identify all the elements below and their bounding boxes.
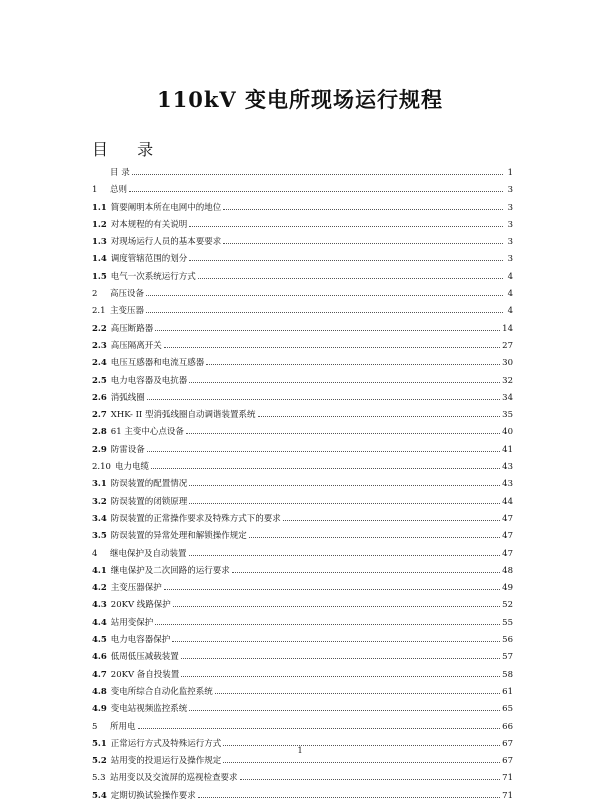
toc-entry-page: 4 xyxy=(507,289,513,300)
toc-entry-title: 主变压器 xyxy=(110,306,145,317)
toc-entry-number: 1.1 xyxy=(92,202,107,213)
toc-entry[interactable] xyxy=(92,580,513,597)
toc-entry-title: 防误装置的配置情况 xyxy=(110,479,188,490)
toc-entry[interactable] xyxy=(92,303,513,320)
toc-entry-page: 71 xyxy=(502,773,513,784)
toc-entry[interactable] xyxy=(92,667,513,684)
dot-leader xyxy=(206,355,500,365)
toc-entry-title: 低周低压减载装置 xyxy=(110,652,179,663)
toc-entry-number: 5 xyxy=(92,721,98,732)
toc-entry-page: 65 xyxy=(502,704,513,715)
toc-entry-number: 1.4 xyxy=(92,254,107,265)
toc-entry-number: 4.1 xyxy=(92,565,107,576)
toc-entry-page: 66 xyxy=(502,721,513,732)
toc-entry-title: 高压隔离开关 xyxy=(110,340,162,351)
toc-entry[interactable] xyxy=(92,373,513,390)
toc-entry-page: 40 xyxy=(502,427,513,438)
dot-leader xyxy=(155,615,500,625)
dot-leader xyxy=(189,494,500,504)
dot-leader xyxy=(223,200,503,210)
toc-entry[interactable] xyxy=(92,494,513,511)
toc-entry-title: 站用变的投退运行及操作规定 xyxy=(110,756,222,767)
toc-entry-title: 防误装置的正常操作要求及特殊方式下的要求 xyxy=(110,513,281,524)
toc-entry-page: 43 xyxy=(502,479,513,490)
toc-entry-title: 正常运行方式及特殊运行方式 xyxy=(110,738,222,749)
toc-entry-page: 43 xyxy=(502,462,513,473)
toc-entry-number: 2.4 xyxy=(92,358,107,369)
toc-entry-title: 20KV 线路保护 xyxy=(110,600,171,611)
toc-entry-number: 4.2 xyxy=(92,583,107,594)
toc-entry-title: 高压断路器 xyxy=(110,323,154,334)
toc-entry-number: 2.6 xyxy=(92,392,107,403)
toc-entry-page: 47 xyxy=(502,531,513,542)
toc-entry-number: 5.3 xyxy=(92,773,106,784)
toc-entry[interactable] xyxy=(92,546,513,563)
toc-entry-title: 电力电缆 xyxy=(114,462,149,473)
dot-leader xyxy=(189,251,503,261)
toc-entry-number: 4 xyxy=(92,548,98,559)
dot-leader xyxy=(146,286,503,296)
toc-entry-page: 47 xyxy=(502,548,513,559)
toc-entry-page: 35 xyxy=(502,410,513,421)
toc-entry-title: 防雷设备 xyxy=(110,444,145,455)
toc-entry-number: 2.8 xyxy=(92,427,107,438)
toc-entry-title: XHK- II 型消弧线圈自动调谐装置系统 xyxy=(110,410,256,421)
dot-leader xyxy=(147,390,500,400)
dot-leader xyxy=(181,667,500,677)
toc-entry-title: 电力电容器保护 xyxy=(110,635,171,646)
toc-entry-page: 3 xyxy=(507,185,513,196)
dot-leader xyxy=(138,719,501,729)
toc-entry[interactable] xyxy=(92,355,513,372)
dot-leader xyxy=(249,528,500,538)
toc-entry[interactable] xyxy=(92,649,513,666)
toc-entry-title: 消弧线圈 xyxy=(110,392,145,403)
dot-leader xyxy=(198,269,503,279)
dot-leader xyxy=(186,424,500,434)
toc-entry-number: 2.2 xyxy=(92,323,107,334)
toc-entry-number: 4.4 xyxy=(92,617,107,628)
toc-entry[interactable] xyxy=(92,200,513,217)
toc-entry-page: 47 xyxy=(502,513,513,524)
toc-entry-number: 4.8 xyxy=(92,686,107,697)
toc-entry-title: 防误装置的闭锁原理 xyxy=(110,496,188,507)
toc-entry-number: 3.1 xyxy=(92,479,107,490)
toc-entry-title: 对现场运行人员的基本要要求 xyxy=(110,237,222,248)
toc-entry-number: 5.2 xyxy=(92,756,107,767)
toc-entry[interactable] xyxy=(92,321,513,338)
toc-entry-number: 3.5 xyxy=(92,531,107,542)
toc-entry-page: 30 xyxy=(502,358,513,369)
toc-entry[interactable] xyxy=(92,286,513,303)
toc-entry[interactable] xyxy=(92,390,513,407)
toc-entry[interactable] xyxy=(92,511,513,528)
toc-entry-page: 3 xyxy=(507,202,513,213)
toc-entry-page: 71 xyxy=(502,790,513,801)
dot-leader xyxy=(173,597,500,607)
dot-leader xyxy=(147,442,500,452)
toc-entry[interactable] xyxy=(92,632,513,649)
toc-entry-number: 2.7 xyxy=(92,410,107,421)
toc-entry-title: 电气一次系统运行方式 xyxy=(110,271,196,282)
toc-entry-title: 防误装置的异常处理和解锁操作规定 xyxy=(110,531,247,542)
dot-leader xyxy=(132,165,503,175)
toc-entry[interactable] xyxy=(92,788,513,805)
toc-entry-title: 变电所综合自动化监控系统 xyxy=(110,686,213,697)
toc-entry-page: 56 xyxy=(502,635,513,646)
toc-entry-title: 目 录 xyxy=(110,168,130,178)
toc-entry-page: 27 xyxy=(502,340,513,351)
dot-leader xyxy=(232,563,500,573)
toc-entry-page: 3 xyxy=(507,219,513,230)
toc-entry[interactable] xyxy=(92,442,513,459)
dot-leader xyxy=(198,788,500,798)
toc-entry-title: 对本规程的有关说明 xyxy=(110,219,188,230)
toc-entry-title: 继电保护及二次回路的运行要求 xyxy=(110,565,230,576)
dot-leader xyxy=(172,632,500,642)
toc-entry-title: 总则 xyxy=(110,185,128,196)
toc-entry-number: 5.1 xyxy=(92,738,107,749)
toc-entry[interactable] xyxy=(92,684,513,701)
toc-entry-number: 2.3 xyxy=(92,340,107,351)
dot-leader xyxy=(164,580,500,590)
toc-entry-number: 4.9 xyxy=(92,704,107,715)
toc-entry-page: 61 xyxy=(502,686,513,697)
toc-entry[interactable] xyxy=(92,165,513,182)
toc-entry[interactable] xyxy=(92,338,513,355)
dot-leader xyxy=(181,649,500,659)
toc-entry-page: 34 xyxy=(502,392,513,403)
dot-leader xyxy=(189,701,500,711)
document-title: 110kV 变电所现场运行规程 xyxy=(157,87,443,112)
toc-entry[interactable] xyxy=(92,269,513,286)
toc-entry-number: 4.3 xyxy=(92,600,107,611)
toc-entry-number: 3.2 xyxy=(92,496,107,507)
toc-entry-number: 3.4 xyxy=(92,513,107,524)
toc-entry[interactable] xyxy=(92,701,513,718)
dot-leader xyxy=(258,407,501,417)
toc-entry[interactable] xyxy=(92,459,513,476)
dot-leader xyxy=(223,736,500,746)
toc-entry[interactable] xyxy=(92,217,513,234)
toc-entry-title: 61 主变中心点设备 xyxy=(110,427,184,438)
dot-leader xyxy=(215,684,500,694)
toc-entry[interactable] xyxy=(92,770,513,787)
toc-entry-number: 4.6 xyxy=(92,652,107,663)
toc-entry[interactable] xyxy=(92,407,513,424)
dot-leader xyxy=(189,476,500,486)
toc-entry[interactable] xyxy=(92,719,513,736)
toc-entry-number: 5.4 xyxy=(92,790,107,801)
toc-entry-title: 简要阐明本所在电网中的地位 xyxy=(110,202,222,213)
toc-entry-number: 2 xyxy=(92,289,98,300)
dot-leader xyxy=(189,546,501,556)
toc-entry-page: 4 xyxy=(507,271,513,282)
dot-leader xyxy=(129,182,503,192)
toc-entry-title: 调度管辖范围的划分 xyxy=(110,254,188,265)
toc-entry-page: 57 xyxy=(502,652,513,663)
toc-entry-number: 2.9 xyxy=(92,444,107,455)
dot-leader xyxy=(151,459,500,469)
toc-entry-page: 1 xyxy=(507,168,513,178)
toc-entry[interactable] xyxy=(92,528,513,545)
dot-leader xyxy=(146,303,503,313)
dot-leader xyxy=(189,373,500,383)
toc-entry-number: 1.5 xyxy=(92,271,107,282)
toc-entry-title: 变电站视频监控系统 xyxy=(110,704,188,715)
toc-entry-title: 主变压器保护 xyxy=(110,583,162,594)
toc-entry-number: 4.5 xyxy=(92,635,107,646)
toc-entry[interactable] xyxy=(92,597,513,614)
dot-leader xyxy=(223,234,503,244)
toc-entry[interactable] xyxy=(92,251,513,268)
toc-entry-title: 继电保护及自动装置 xyxy=(110,548,187,559)
dot-leader xyxy=(164,338,500,348)
toc-entry-title: 所用电 xyxy=(110,721,136,732)
dot-leader xyxy=(240,770,501,780)
toc-entry-page: 67 xyxy=(502,756,513,767)
toc-entry[interactable] xyxy=(92,476,513,493)
toc-entry-number: 2.10 xyxy=(92,462,111,473)
toc-entry-title: 20KV 备自投装置 xyxy=(110,669,180,680)
toc-entry-page: 49 xyxy=(502,583,513,594)
toc-entry-page: 3 xyxy=(507,254,513,265)
toc-entry-title: 定期切换试验操作要求 xyxy=(110,790,196,801)
toc-entry-page: 32 xyxy=(502,375,513,386)
toc-entry-page: 55 xyxy=(502,617,513,628)
toc-entry-page: 48 xyxy=(502,565,513,576)
toc-entry[interactable] xyxy=(92,424,513,441)
toc-entry-page: 3 xyxy=(507,237,513,248)
toc-entry-number: 1.3 xyxy=(92,237,107,248)
page-number: 1 xyxy=(297,746,303,755)
toc-entry-number: 2.1 xyxy=(92,306,106,317)
dot-leader xyxy=(283,511,500,521)
toc-entry-number: 1.2 xyxy=(92,219,107,230)
toc-entry-number: 2.5 xyxy=(92,375,107,386)
toc-entry-title: 高压设备 xyxy=(110,289,145,300)
toc-entry-number: 4.7 xyxy=(92,669,107,680)
toc-entry-number: 1 xyxy=(92,185,98,196)
dot-leader xyxy=(155,321,500,331)
toc-entry-page: 67 xyxy=(502,738,513,749)
toc-entry-title: 站用变以及交流屏的巡视检查要求 xyxy=(110,773,238,784)
toc-entry-page: 14 xyxy=(502,323,513,334)
toc-entry-page: 44 xyxy=(502,496,513,507)
toc-entry[interactable] xyxy=(92,234,513,251)
toc-entry-page: 4 xyxy=(507,306,513,317)
dot-leader xyxy=(189,217,503,227)
toc-entry[interactable] xyxy=(92,615,513,632)
toc-entry-page: 52 xyxy=(502,600,513,611)
toc-entry[interactable] xyxy=(92,182,513,199)
toc-entry-title: 站用变保护 xyxy=(110,617,154,628)
toc-entry-title: 电压互感器和电流互感器 xyxy=(110,358,205,369)
table-of-contents xyxy=(92,165,513,805)
toc-entry-page: 58 xyxy=(502,669,513,680)
toc-entry[interactable] xyxy=(92,563,513,580)
toc-heading: 目 录 xyxy=(92,140,166,159)
toc-entry-title: 电力电容器及电抗器 xyxy=(110,375,188,386)
toc-entry-page: 41 xyxy=(502,444,513,455)
